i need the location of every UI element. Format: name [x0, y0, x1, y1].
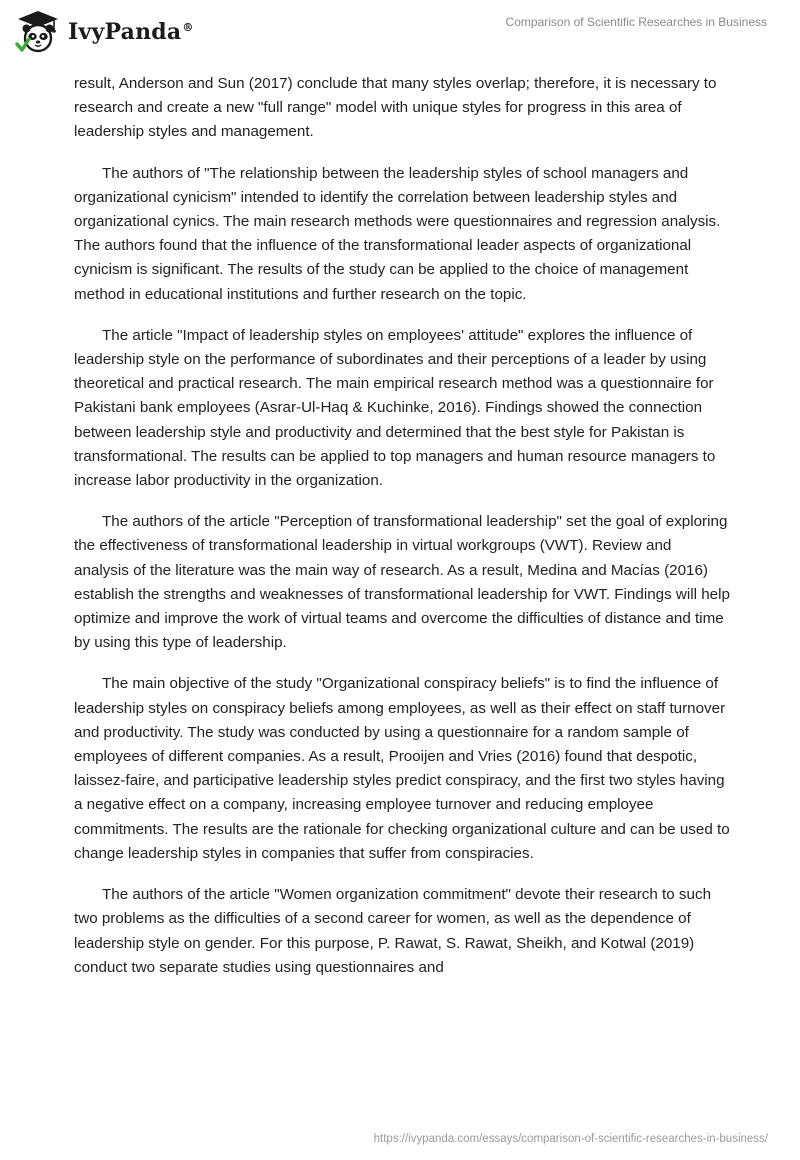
page-header — [0, 0, 800, 64]
brand-logo[interactable] — [14, 6, 194, 58]
essay-body — [74, 72, 730, 997]
panda-graduate-icon — [14, 8, 62, 56]
document-title: Comparison of Scientific Researches in Business — [505, 15, 767, 29]
paragraph-4: The authors of the article "Perception of transformational leadership" set the goal of exploring the effectiveness of transformational leadership in virtual workgroups (VWT). Review and analysis of the literature was the main way of research. As a result, Medina and Macías (2016) establish the strengths and weaknesses of transformational leadership for VWT. Findings will help optimize and improve the work of virtual teams and overcome the difficulties of distance and time by using this type of leadership. — [74, 513, 730, 652]
registered-mark: ® — [182, 20, 194, 34]
paragraph-3: The article "Impact of leadership styles on employees' attitude" explores the influence of leadership style on the performance of subordinates and their perceptions of a leader by using theoretical and practical research. The main empirical research method was a questionnaire for Pakistani bank employees (Asrar-Ul-Haq & Kuchinke, 2016). Findings showed the connection between leadership style and productivity and determined that the best style for Pakistan is transformational. The results can be applied to top managers and human resource managers to increase labor productivity in the organization. — [74, 326, 716, 490]
brand-name: IvyPanda® — [68, 19, 194, 45]
paragraph-6: The authors of the article "Women organization commitment" devote their research to such two problems as the difficulties of a second career for women, as well as the dependence of leadership style on gender. For this purpose, P. Rawat, S. Rawat, Sheikh, and Kotwal (2019) conduct two separate studies using questionnaires and — [74, 886, 712, 976]
paragraph-2: The authors of "The relationship between the leadership styles of school managers and organizational cynicism" intended to identify the correlation between leadership styles and organizational cynics. The main research methods were questionnaires and regression analysis. The authors found that the influence of the transformational leader aspects of organizational cynicism is significant. The results of the study can be applied to the choice of management method in educational institutions and further research on the topic. — [74, 164, 721, 303]
source-url-link[interactable]: https://ivypanda.com/essays/comparison-of-scientific-researches-in-business/ — [373, 1133, 768, 1145]
paragraph-1: result, Anderson and Sun (2017) conclude that many styles overlap; therefore, it is necessary to research and create a new "full range" model with unique styles for progress in this area of leadership styles and management. — [74, 75, 717, 141]
paragraph-5: The main objective of the study "Organizational conspiracy beliefs" is to find the influence of leadership styles on conspiracy beliefs among employees, as well as their effect on staff turnover and productivity. The study was conducted by using a questionnaire for a random sample of employees of different companies. As a result, Prooijen and Vries (2016) found that despotic, laissez-faire, and participative leadership styles predict conspiracy, and the first two styles having a negative effect on a company, increasing employee turnover and reducing employee commitments. The results are the rationale for checking organizational culture and can be used to change leadership styles in companies that suffer from conspiracies. — [74, 675, 730, 862]
